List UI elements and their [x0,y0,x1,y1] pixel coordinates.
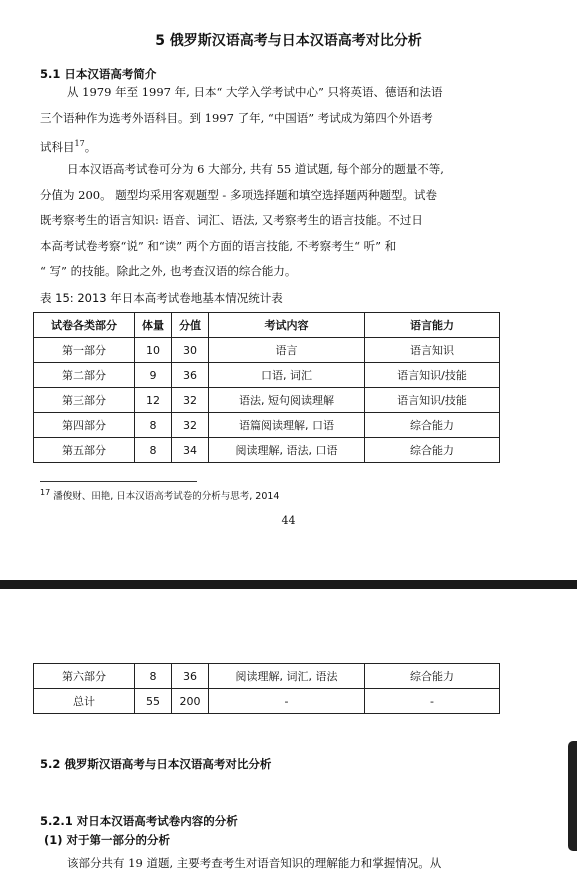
page-number: 44 [281,514,296,527]
header-cell: 考试内容 [209,313,365,338]
table-cell: 32 [172,388,209,413]
table-cell: 总计 [34,689,135,714]
footnote [40,488,279,502]
table-cell: 34 [172,438,209,463]
table-row [34,689,500,714]
table-row [34,388,500,413]
exam-table [33,312,500,463]
footnote-text: 潘俊财、田艳, 日本汉语高考试卷的分析与思考, 2014 [53,491,280,503]
table-cell: 阅读理解, 语法, 口语 [209,438,365,463]
table-cell: 口语, 词汇 [209,363,365,388]
footnote-rule [40,481,197,482]
table-row [34,413,500,438]
table-cell: - [365,689,500,714]
paragraph-1-line-1: 从 1979 年至 1997 年, 日本“ 大学入学考试中心” 只将英语、德语和法语 [67,85,443,99]
paragraph-1 [40,80,495,160]
table-cell: 36 [172,363,209,388]
paragraph-2-line-2: 分值为 200。 题型均采用客观题型 - 多项选择题和填空选择题两种题型。试卷 [40,187,437,202]
page-divider [0,580,577,589]
table-cell: 10 [135,338,172,363]
table-cell: 综合能力 [365,413,500,438]
table-cell: 36 [172,664,209,689]
table-cell: 第四部分 [34,413,135,438]
header-cell: 语言能力 [365,313,500,338]
table-header-row [34,313,500,338]
paragraph-2 [40,157,495,285]
table-cell: 第三部分 [34,388,135,413]
footnote-number: 17 [40,488,51,497]
paragraph-1-end: 。 [84,139,97,154]
table-cell: 第二部分 [34,363,135,388]
header-cell: 体量 [135,313,172,338]
exam-table-continued [33,663,500,714]
table-cell: 语言 [209,338,365,363]
table-cell: 第六部分 [34,664,135,689]
footnote-ref[interactable]: 17 [74,139,85,148]
table-cell: 综合能力 [365,664,500,689]
table-cell: 9 [135,363,172,388]
paragraph-2-line-4: 本高考试卷考察“说” 和“读” 两个方面的语言技能, 不考察考生“ 听” 和 [40,238,397,253]
table-caption: 表 15: 2013 年日本高考试卷地基本情况统计表 [40,291,283,305]
table-cell: 8 [135,413,172,438]
table-row [34,664,500,689]
paragraph-2-line-1: 日本汉语高考试卷可分为 6 大部分, 共有 55 道试题, 每个部分的题量不等, [67,162,444,176]
subheading-part-1: (1) 对于第一部分的分析 [44,833,171,847]
table-cell: 32 [172,413,209,438]
table-row [34,338,500,363]
table-row [34,438,500,463]
paragraph-2-line-3: 既考察考生的语言知识: 语音、词汇、语法, 又考察考生的语言技能。不过日 [40,213,423,227]
section-heading-5-2: 5.2 俄罗斯汉语高考与日本汉语高考对比分析 [40,757,272,771]
scroll-handle[interactable] [568,741,577,851]
header-cell: 分值 [172,313,209,338]
table-cell: 12 [135,388,172,413]
table-cell: 第一部分 [34,338,135,363]
table-cell: 55 [135,689,172,714]
table-cell: - [209,689,365,714]
table-cell: 语篇阅读理解, 口语 [209,413,365,438]
paragraph-2-line-5: “ 写” 的技能。除此之外, 也考查汉语的综合能力。 [40,264,297,278]
header-cell: 试卷各类部分 [34,313,135,338]
section-heading-5-2-1: 5.2.1 对日本汉语高考试卷内容的分析 [40,814,238,828]
table-cell: 200 [172,689,209,714]
chapter-title: 5 俄罗斯汉语高考与日本汉语高考对比分析 [155,33,422,49]
table-cell: 第五部分 [34,438,135,463]
table-cell: 语法, 短句阅读理解 [209,388,365,413]
table-cell: 语言知识/技能 [365,363,500,388]
table-cell: 30 [172,338,209,363]
table-row [34,363,500,388]
table-cell: 阅读理解, 词汇, 语法 [209,664,365,689]
table-cell: 语言知识 [365,338,500,363]
section-heading-5-1: 5.1 日本汉语高考简介 [40,67,157,81]
table-cell: 语言知识/技能 [365,388,500,413]
table-cell: 综合能力 [365,438,500,463]
paragraph-1-line-3: 试科目 [40,139,75,154]
table-cell: 8 [135,438,172,463]
table-cell: 8 [135,664,172,689]
paragraph-1-line-2: 三个语种作为选考外语科目。到 1997 了年, “中国语” 考试成为第四个外语考 [40,110,433,125]
paragraph-cut: 该部分共有 19 道题, 主要考查考生对语音知识的理解能力和掌握情况。从 [67,856,442,870]
